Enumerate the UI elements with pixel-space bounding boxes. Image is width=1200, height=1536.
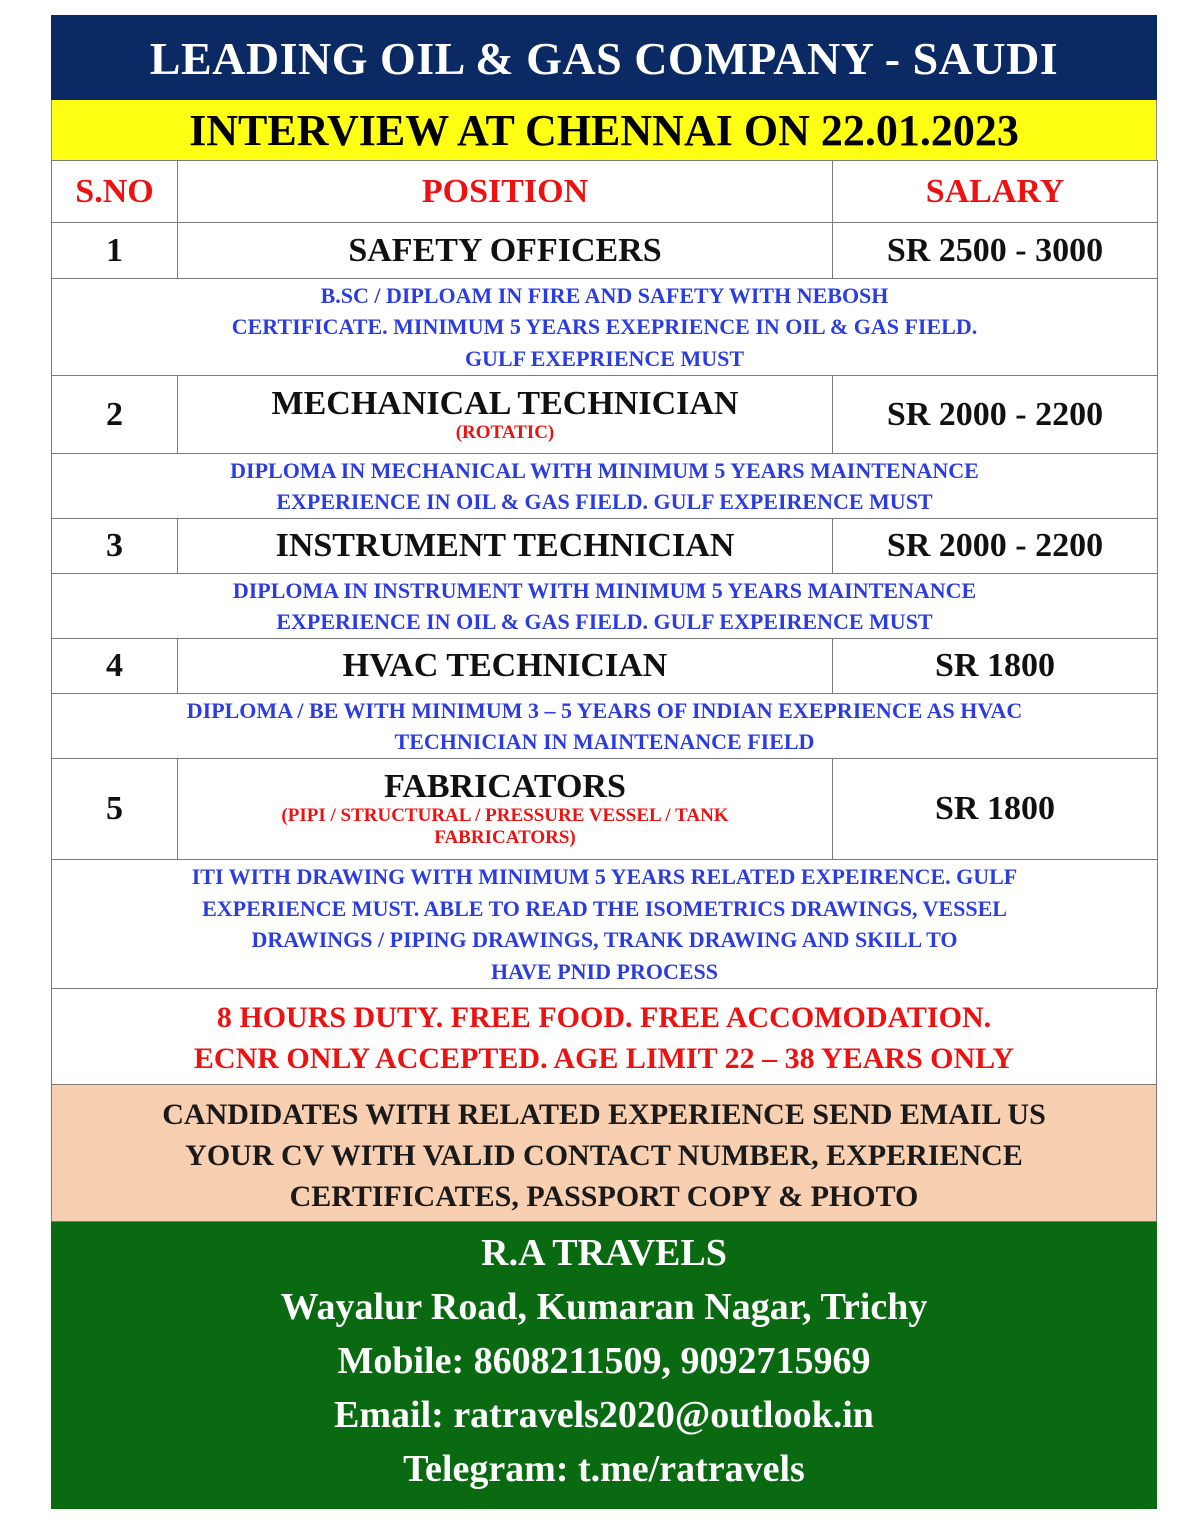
job-sno: 3 — [52, 519, 178, 574]
job-description-line: B.SC / DIPLOAM IN FIRE AND SAFETY WITH NEBOSH — [320, 282, 889, 308]
job-salary: SR 2000 - 2200 — [833, 376, 1158, 454]
benefits-line: ECNR ONLY ACCEPTED. AGE LIMIT 22 – 38 YEARS ONLY — [193, 1042, 1015, 1075]
job-position — [178, 223, 833, 279]
column-header-sno: S.NO — [52, 161, 178, 223]
job-salary: SR 2500 - 3000 — [833, 223, 1158, 279]
agency-telegram: Telegram: t.me/ratravels — [403, 1448, 805, 1490]
agency-mobile: Mobile: 8608211509, 9092715969 — [337, 1340, 871, 1382]
job-sno: 1 — [52, 223, 178, 279]
job-description-line: DIPLOMA IN INSTRUMENT WITH MINIMUM 5 YEARS MAINTENANCE — [232, 577, 977, 603]
job-description-line: DRAWINGS / PIPING DRAWINGS, TRANK DRAWING AND SKILL TO — [251, 927, 958, 952]
job-salary: SR 2000 - 2200 — [833, 519, 1158, 574]
interview-banner: INTERVIEW AT CHENNAI ON 22.01.2023 — [51, 100, 1157, 160]
job-description — [52, 860, 1158, 989]
job-sno: 2 — [52, 376, 178, 454]
job-position — [178, 376, 833, 454]
job-position-note: FABRICATORS) — [434, 827, 576, 848]
application-instructions — [51, 1085, 1157, 1222]
job-position — [178, 519, 833, 574]
table-row — [52, 639, 1158, 694]
job-description-line: DIPLOMA IN MECHANICAL WITH MINIMUM 5 YEARS MAINTENANCE — [230, 457, 979, 483]
job-description-row — [52, 860, 1158, 989]
benefits-line: 8 HOURS DUTY. FREE FOOD. FREE ACCOMODATION. — [216, 1001, 992, 1034]
table-row — [52, 223, 1158, 279]
job-position-title: SAFETY OFFICERS — [348, 231, 662, 269]
job-description-line: TECHNICIAN IN MAINTENANCE FIELD — [394, 729, 815, 754]
job-description — [52, 454, 1158, 519]
job-position-title: HVAC TECHNICIAN — [342, 647, 668, 684]
positions-table — [51, 160, 1158, 989]
contact-section — [51, 1222, 1157, 1509]
job-salary: SR 1800 — [833, 639, 1158, 694]
job-description-line: ITI WITH DRAWING WITH MINIMUM 5 YEARS RELATED EXPEIRENCE. GULF — [191, 864, 1018, 889]
column-header-salary: SALARY — [833, 161, 1158, 223]
benefits-section — [51, 989, 1157, 1085]
job-description-row — [52, 694, 1158, 759]
job-position — [178, 759, 833, 860]
job-position-note: (ROTATIC) — [455, 421, 555, 443]
job-salary: SR 1800 — [833, 759, 1158, 860]
instructions-line: CANDIDATES WITH RELATED EXPERIENCE SEND EMAIL US — [162, 1098, 1046, 1131]
job-description — [52, 574, 1158, 639]
job-description-line: DIPLOMA / BE WITH MINIMUM 3 – 5 YEARS OF INDIAN EXEPRIENCE AS HVAC — [186, 697, 1023, 723]
job-description-line: EXPERIENCE IN OIL & GAS FIELD. GULF EXPEIRENCE MUST — [276, 609, 933, 634]
column-header-position: POSITION — [178, 161, 833, 223]
job-sno: 5 — [52, 759, 178, 860]
instructions-line: CERTIFICATES, PASSPORT COPY & PHOTO — [289, 1180, 919, 1213]
job-description — [52, 694, 1158, 759]
job-position-title: INSTRUMENT TECHNICIAN — [275, 527, 735, 564]
job-description-line: CERTIFICATE. MINIMUM 5 YEARS EXEPRIENCE IN OIL & GAS FIELD. — [231, 314, 978, 340]
job-position-note: (PIPI / STRUCTURAL / PRESSURE VESSEL / TANK — [281, 805, 729, 826]
job-description-line: EXPERIENCE MUST. ABLE TO READ THE ISOMETRICS DRAWINGS, VESSEL — [202, 895, 1007, 921]
job-description-row — [52, 574, 1158, 639]
job-position-title: MECHANICAL TECHNICIAN — [271, 384, 739, 422]
job-description-row — [52, 454, 1158, 519]
job-position — [178, 639, 833, 694]
job-description-line: GULF EXEPRIENCE MUST — [464, 345, 745, 371]
job-description-row — [52, 279, 1158, 376]
flyer-title: LEADING OIL & GAS COMPANY - SAUDI — [51, 15, 1157, 100]
agency-address: Wayalur Road, Kumaran Nagar, Trichy — [280, 1286, 928, 1328]
table-row — [52, 519, 1158, 574]
job-description-line: HAVE PNID PROCESS — [491, 958, 718, 984]
job-flyer — [51, 15, 1157, 1509]
agency-name: R.A TRAVELS — [481, 1232, 727, 1274]
job-position-title: FABRICATORS — [384, 768, 626, 805]
job-sno: 4 — [52, 639, 178, 694]
job-description-line: EXPERIENCE IN OIL & GAS FIELD. GULF EXPEIRENCE MUST — [276, 489, 933, 514]
agency-email: Email: ratravels2020@outlook.in — [334, 1394, 874, 1436]
table-header-row — [52, 161, 1158, 223]
instructions-line: YOUR CV WITH VALID CONTACT NUMBER, EXPERIENCE — [185, 1139, 1023, 1172]
job-description — [52, 279, 1158, 376]
table-row — [52, 376, 1158, 454]
table-row — [52, 759, 1158, 860]
